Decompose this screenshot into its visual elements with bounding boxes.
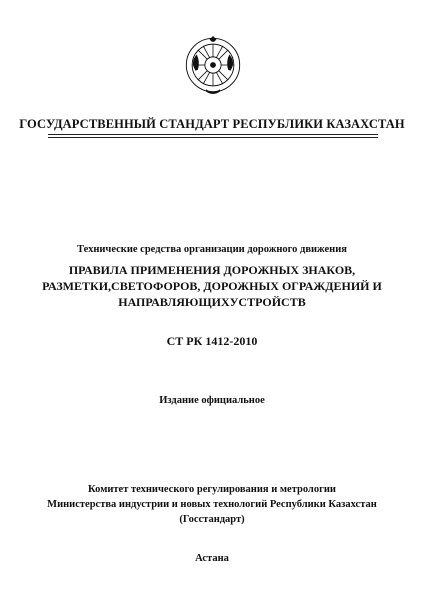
publisher-line-1: Комитет технического регулирования и метрологии (88, 484, 336, 495)
publisher-line-2: Министерства индустрии и новых технологий Республики Казахстан (47, 499, 377, 510)
document-subtitle: Технические средства организации дорожного движения (77, 244, 347, 255)
standard-header: ГОСУДАРСТВЕННЫЙ СТАНДАРТ РЕСПУБЛИКИ КАЗАХСТАН (19, 117, 405, 131)
publication-city: Астана (195, 553, 229, 564)
document-code: СТ РК 1412-2010 (166, 334, 258, 348)
document-title-line-2: РАЗМЕТКИ,СВЕТОФОРОВ, ДОРОЖНЫХ ОГРАЖДЕНИЙ И (42, 279, 382, 293)
document-title-line-3: НАПРАВЛЯЮЩИХУСТРОЙСТВ (118, 295, 306, 309)
document-title-line-1: ПРАВИЛА ПРИМЕНЕНИЯ ДОРОЖНЫХ ЗНАКОВ, (68, 263, 356, 277)
publisher-line-3: (Госстандарт) (179, 514, 245, 525)
header-rule-top (48, 134, 378, 135)
state-emblem-icon (184, 36, 242, 94)
header-rule-bottom (48, 137, 378, 138)
edition-label: Издание официальное (159, 395, 265, 406)
